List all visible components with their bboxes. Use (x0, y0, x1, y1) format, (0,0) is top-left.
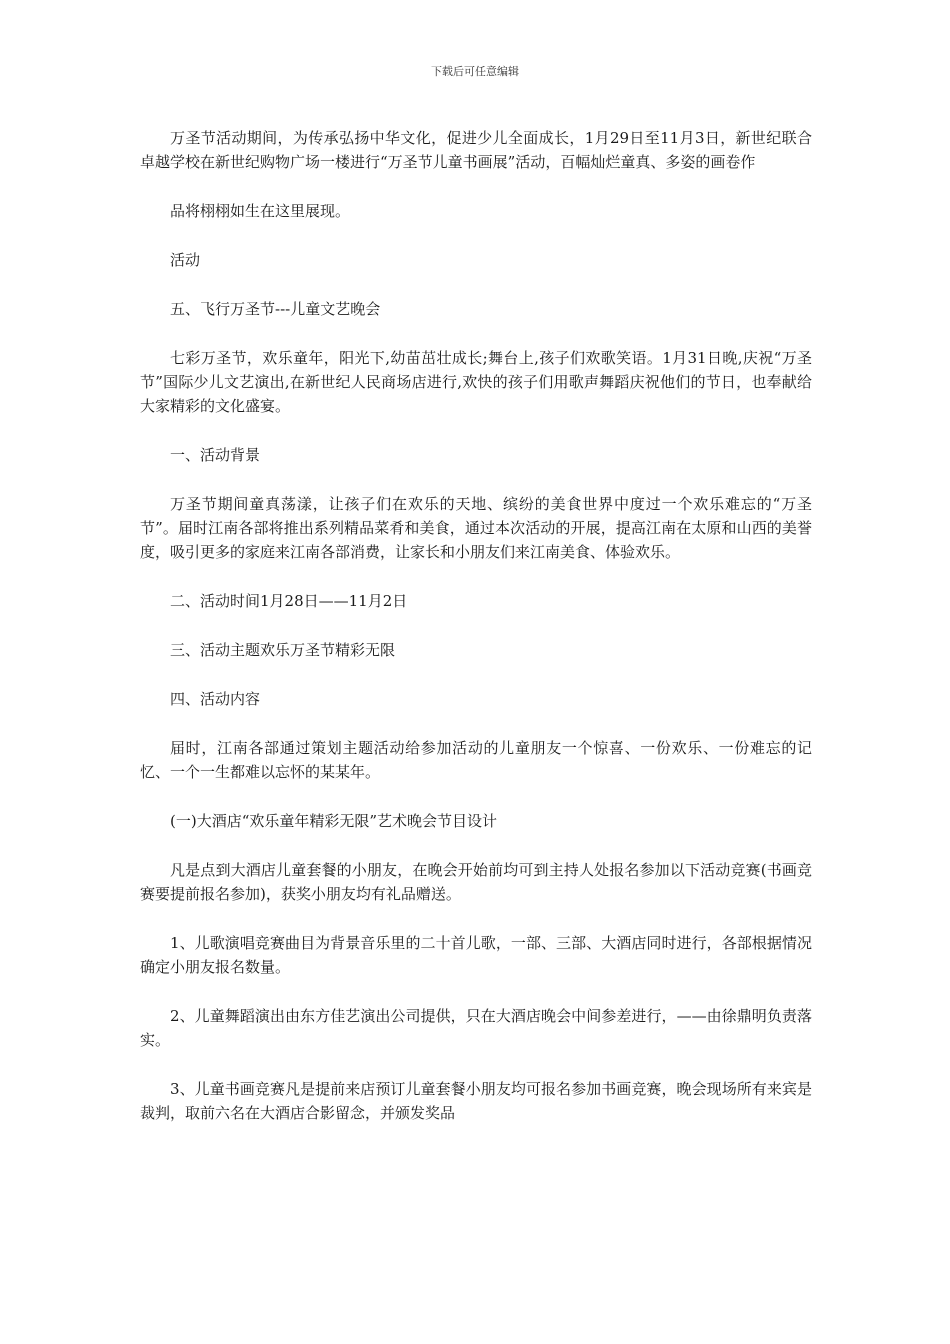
paragraph-11: 届时，江南各部通过策划主题活动给参加活动的儿童朋友一个惊喜、一份欢乐、一份难忘的记忆、一个一生都难以忘怀的某某年。 (140, 739, 812, 781)
page-header: 下载后可任意编辑 (431, 65, 519, 78)
paragraph-3: 活动 (170, 251, 201, 269)
section-heading-4: 四、活动内容 (170, 690, 261, 708)
paragraph-5: 七彩万圣节，欢乐童年，阳光下,幼苗茁壮成长;舞台上,孩子们欢歌笑语。1月31日晚,庆祝“万圣节”国际少儿文艺演出,在新世纪人民商场店进行,欢快的孩子们用歌声舞蹈庆祝他们的节日，也奉献给大家精彩的文化盛宴。 (140, 349, 812, 415)
section-heading-5: 五、飞行万圣节---儿童文艺晚会 (170, 300, 381, 318)
paragraph-1: 万圣节活动期间，为传承弘扬中华文化，促进少儿全面成长，1月29日至11月3日，新世纪联合卓越学校在新世纪购物广场一楼进行“万圣节儿童书画展”活动，百幅灿烂童真、多姿的画卷作 (140, 129, 812, 171)
list-item-1: 1、儿歌演唱竞赛曲目为背景音乐里的二十首儿歌，一部、三部、大酒店同时进行，各部根据情况确定小朋友报名数量。 (140, 934, 812, 976)
subsection-heading-1: (一)大酒店“欢乐童年精彩无限”艺术晚会节目设计 (170, 812, 498, 830)
paragraph-2: 品将栩栩如生在这里展现。 (170, 202, 351, 220)
paragraph-7: 万圣节期间童真荡漾，让孩子们在欢乐的天地、缤纷的美食世界中度过一个欢乐难忘的“万圣节”。届时江南各部将推出系列精品菜肴和美食，通过本次活动的开展，提高江南在太原和山西的美誉度，吸引更多的家庭来江南各部消费，让家长和小朋友们来江南美食、体验欢乐。 (140, 495, 812, 561)
section-heading-2: 二、活动时间1月28日——11月2日 (170, 592, 408, 610)
list-item-3: 3、儿童书画竞赛凡是提前来店预订儿童套餐小朋友均可报名参加书画竞赛，晚会现场所有来宾是裁判，取前六名在大酒店合影留念，并颁发奖品 (140, 1080, 812, 1122)
list-item-2: 2、儿童舞蹈演出由东方佳艺演出公司提供，只在大酒店晚会中间参差进行，——由徐鼎明负责落实。 (140, 1007, 812, 1049)
section-heading-3: 三、活动主题欢乐万圣节精彩无限 (170, 641, 396, 659)
paragraph-13: 凡是点到大酒店儿童套餐的小朋友，在晚会开始前均可到主持人处报名参加以下活动竞赛(书画竞赛要提前报名参加)，获奖小朋友均有礼品赠送。 (140, 861, 812, 903)
document-body (140, 126, 812, 1150)
section-heading-1: 一、活动背景 (170, 446, 261, 464)
